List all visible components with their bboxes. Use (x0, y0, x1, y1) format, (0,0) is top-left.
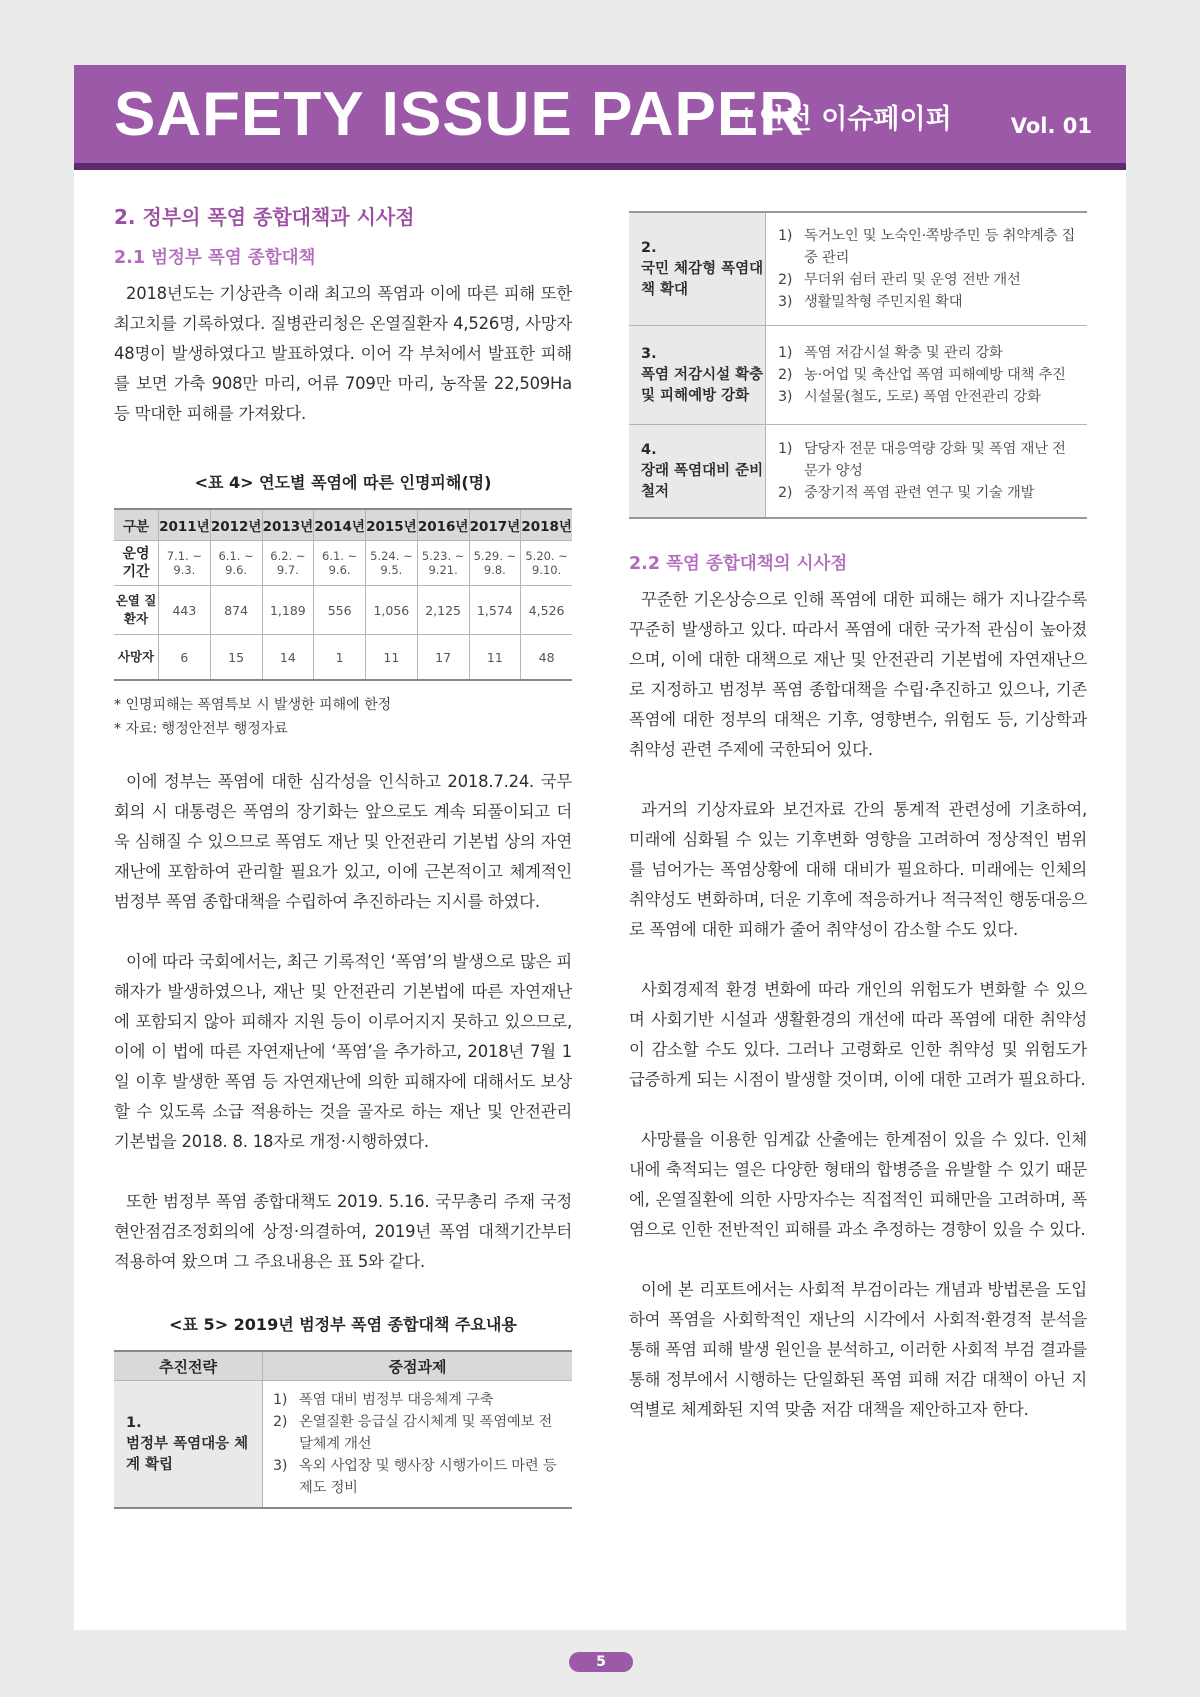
paragraph: 사회경제적 환경 변화에 따라 개인의 위험도가 변화할 수 있으며 사회기반 시설과 생활환경의 개선에 따라 폭염에 대한 취약성이 감소할 수도 있다. 그러나 고령화로 인한 취약성 및 위험도가 급증하게 되는 시점이 발생할 것이며, 이에 대한 고려가 필요하다. (629, 980, 1087, 1089)
paragraph: 이에 본 리포트에서는 사회적 부검이라는 개념과 방법론을 도입하여 폭염을 사회학적인 재난의 시각에서 사회적·환경적 분석을 통해 폭염 피해 발생 원인을 분석하고, 이러한 사회적 부검 결과를 통해 정부에서 시행하는 단일화된 폭염 피해 저감 대책이 아닌 지역별로 체계화된 지역 맞춤 저감 대책을 제안하고자 한다. (629, 1280, 1087, 1419)
period-start: 5.23. ~ (421, 549, 465, 563)
tasks-cell (766, 212, 1088, 326)
strategy-number: 4. (641, 441, 657, 458)
period-cell (314, 541, 366, 586)
deaths-cell: 1 (314, 635, 366, 681)
table4-row-patients (114, 586, 572, 635)
table5-continued (629, 211, 1087, 519)
row-label-deaths: 사망자 (114, 635, 159, 681)
period-end: 9.8. (483, 563, 506, 577)
period-cell (417, 541, 469, 586)
patients-cell: 443 (159, 586, 211, 635)
deaths-cell: 14 (262, 635, 314, 681)
table5-row (114, 1381, 572, 1509)
strategy-name: 범정부 폭염대응 체계 확립 (126, 1435, 249, 1473)
patients-cell: 2,125 (417, 586, 469, 635)
period-cell (469, 541, 521, 586)
patients-cell: 4,526 (521, 586, 572, 635)
row-label-period (114, 541, 159, 586)
table5-caption: <표 5> 2019년 범정부 폭염 종합대책 주요내용 (169, 1315, 517, 1334)
deaths-cell: 48 (521, 635, 572, 681)
period-start: 5.24. ~ (370, 549, 413, 563)
table4-header: 2014년 (314, 509, 366, 541)
deaths-cell: 17 (417, 635, 469, 681)
paragraph: 2018년도는 기상관측 이래 최고의 폭염과 이에 따른 피해 또한 최고치를 기록하였다. 질병관리청은 온열질환자 4,526명, 사망자 48명이 발생하였다고 발표하였다. 이어 각 부처에서 발표한 피해를 보면 가축 908만 마리, 어류 709만 마리, 농작물 22,509Ha 등 막대한 피해를 가져왔다. (114, 284, 572, 423)
task-item: 1) 독거노인 및 노숙인·쪽방주민 등 취약계층 집중 관리 (778, 225, 1077, 269)
table5 (114, 1350, 572, 1509)
task-item: 2) 무더위 쉼터 관리 및 운영 전반 개선 (778, 269, 1077, 291)
period-cell (159, 541, 211, 586)
table5-row (629, 425, 1087, 519)
period-start: 6.2. ~ (270, 549, 306, 563)
table4-row-period (114, 541, 572, 586)
deaths-cell: 6 (159, 635, 211, 681)
strategy-cell (629, 326, 766, 425)
table5-row (629, 326, 1087, 425)
header-banner (74, 65, 1126, 170)
strategy-cell (629, 212, 766, 326)
task-item: 3) 생활밀착형 주민지원 확대 (778, 291, 1077, 313)
paragraph: 꾸준한 기온상승으로 인해 폭염에 대한 피해는 해가 지나갈수록 꾸준히 발생하고 있다. 따라서 폭염에 대한 국가적 관심이 높아졌으며, 이에 대한 대책으로 재난 및 안전관리 기본법에 자연재난으로 지정하고 범정부 폭염 종합대책을 수립·추진하고 있으나, 기존 폭염에 대한 정부의 대책은 기후, 영향변수, 위험도 등, 기상학과 취약성 관련 주제에 국한되어 있다. (629, 590, 1087, 759)
row-label-text: 온열 질환자 (115, 593, 157, 626)
task-item: 2) 온열질환 응급실 감시체계 및 폭염예보 전달체계 개선 (273, 1411, 562, 1455)
row-label-patients (114, 586, 159, 635)
deaths-cell: 11 (366, 635, 418, 681)
strategy-number: 1. (126, 1414, 142, 1431)
strategy-name: 국민 체감형 폭염대책 확대 (641, 260, 764, 298)
period-end: 9.7. (276, 563, 299, 577)
period-start: 6.1. ~ (218, 549, 254, 563)
patients-cell: 556 (314, 586, 366, 635)
task-item: 1) 폭염 저감시설 확충 및 관리 강화 (778, 342, 1077, 364)
table4-header: 2013년 (262, 509, 314, 541)
paragraph: 사망률을 이용한 임계값 산출에는 한계점이 있을 수 있다. 인체 내에 축적되는 열은 다양한 형태의 합병증을 유발할 수 있기 때문에, 온열질환에 의한 사망자수는 직접적인 피해만을 고려하며, 폭염으로 인한 전반적인 피해를 과소 추정하는 경향이 있을 수 있다. (629, 1130, 1087, 1239)
paragraph: 과거의 기상자료와 보건자료 간의 통계적 관련성에 기초하여, 미래에 심화될 수 있는 기후변화 영향을 고려하여 정상적인 범위를 넘어가는 폭염상황에 대해 대비가 필요하다. 미래에는 인체의 취약성도 변화하며, 더운 기후에 적응하거나 적극적인 행동대응으로 폭염에 대한 피해가 줄어 취약성이 감소할 수도 있다. (629, 800, 1087, 939)
tasks-cell (766, 425, 1088, 519)
paragraph: 이에 정부는 폭염에 대한 심각성을 인식하고 2018.7.24. 국무회의 시 대통령은 폭염의 장기화는 앞으로도 계속 되풀이되고 더욱 심해질 수 있으므로 폭염도 재난 및 안전관리 기본법 상의 자연재난에 포함하여 관리할 필요가 있고, 이에 근본적이고 체계적인 범정부 폭염 종합대책을 수립하여 추진하라는 지시를 하였다. (114, 772, 572, 911)
deaths-cell: 15 (210, 635, 262, 681)
task-item: 1) 폭염 대비 범정부 대응체계 구축 (273, 1389, 562, 1411)
table4-header: 2011년 (159, 509, 211, 541)
period-end: 9.5. (380, 563, 403, 577)
table4-header: 2015년 (366, 509, 418, 541)
row-label-text: 운영 기간 (122, 546, 150, 580)
period-cell (366, 541, 418, 586)
patients-cell: 874 (210, 586, 262, 635)
patients-cell: 1,056 (366, 586, 418, 635)
publication-subtitle: | 안전 이슈페이퍼 (742, 103, 952, 137)
table4-header: 2016년 (417, 509, 469, 541)
tasks-cell (766, 326, 1088, 425)
table5-header-strategy: 추진전략 (114, 1351, 263, 1381)
strategy-number: 2. (641, 239, 657, 256)
paragraph: 또한 범정부 폭염 종합대책도 2019. 5.16. 국무총리 주재 국정현안점검조정회의에 상정·의결하여, 2019년 폭염 대책기간부터 적용하여 왔으며 그 주요내용은 표 5와 같다. (114, 1192, 572, 1271)
period-end: 9.3. (173, 563, 196, 577)
strategy-cell (629, 425, 766, 519)
page (74, 65, 1126, 1630)
period-start: 5.20. ~ (525, 549, 568, 563)
table4-note: * 인명피해는 폭염특보 시 발생한 피해에 한정 (114, 697, 392, 713)
task-item: 3) 시설물(철도, 도로) 폭염 안전관리 강화 (778, 386, 1077, 408)
table4-header-row (114, 509, 572, 541)
publication-title: SAFETY ISSUE PAPER (114, 80, 805, 149)
task-item: 2) 중장기적 폭염 관련 연구 및 기술 개발 (778, 482, 1077, 504)
table4-row-deaths (114, 635, 572, 681)
strategy-name: 장래 폭염대비 준비 철저 (641, 462, 764, 500)
right-column (629, 211, 1087, 1425)
table4-header: 2017년 (469, 509, 521, 541)
section-title: 2. 정부의 폭염 종합대책과 시사점 (114, 205, 415, 229)
period-start: 7.1. ~ (166, 549, 202, 563)
subsection-title-2-2: 2.2 폭염 종합대책의 시사점 (629, 554, 848, 574)
strategy-cell (114, 1381, 263, 1509)
table4-caption: <표 4> 연도별 폭염에 따른 인명피해(명) (194, 473, 492, 492)
table4-header: 구분 (114, 509, 159, 541)
table4-header: 2012년 (210, 509, 262, 541)
task-item: 1) 담당자 전문 대응역량 강화 및 폭염 재난 전문가 양성 (778, 438, 1077, 482)
table4-source: * 자료: 행정안전부 행정자료 (114, 721, 288, 737)
period-start: 6.1. ~ (322, 549, 358, 563)
period-end: 9.6. (328, 563, 351, 577)
deaths-cell: 11 (469, 635, 521, 681)
tasks-cell (263, 1381, 573, 1509)
volume-label: Vol. 01 (1010, 114, 1092, 138)
period-end: 9.6. (225, 563, 248, 577)
paragraph: 이에 따라 국회에서는, 최근 기록적인 ‘폭염’의 발생으로 많은 피해자가 발생하였으나, 재난 및 안전관리 기본법에 따른 자연재난에 포함되지 않아 피해자 지원 등이 이루어지지 못하고 있으므로, 이에 이 법에 따른 자연재난에 ‘폭염’을 추가하고, 2018년 7월 1일 이후 발생한 폭염 등 자연재난에 의한 피해자에 대해서도 보상할 수 있도록 소급 적용하는 것을 골자로 하는 재난 및 안전관리 기본법을 2018. 8. 18자로 개정·시행하였다. (114, 952, 572, 1151)
table5-header-tasks: 중점과제 (263, 1351, 573, 1381)
period-cell (521, 541, 572, 586)
subsection-title-2-1: 2.1 범정부 폭염 종합대책 (114, 248, 316, 268)
task-item: 3) 옥외 사업장 및 행사장 시행가이드 마련 등 제도 정비 (273, 1455, 562, 1499)
period-start: 5.29. ~ (473, 549, 517, 563)
table4-header: 2018년 (521, 509, 572, 541)
patients-cell: 1,189 (262, 586, 314, 635)
page-number: 5 (569, 1652, 633, 1672)
table5-header-row (114, 1351, 572, 1381)
period-cell (210, 541, 262, 586)
period-end: 9.10. (531, 563, 562, 577)
left-column (114, 203, 572, 1509)
task-item: 2) 농·어업 및 축산업 폭염 피해예방 대책 추진 (778, 364, 1077, 386)
table4 (114, 508, 572, 681)
strategy-name: 폭염 저감시설 확충 및 피해예방 강화 (641, 366, 764, 404)
strategy-number: 3. (641, 345, 657, 362)
table5-row (629, 212, 1087, 326)
period-end: 9.21. (428, 563, 458, 577)
patients-cell: 1,574 (469, 586, 521, 635)
period-cell (262, 541, 314, 586)
